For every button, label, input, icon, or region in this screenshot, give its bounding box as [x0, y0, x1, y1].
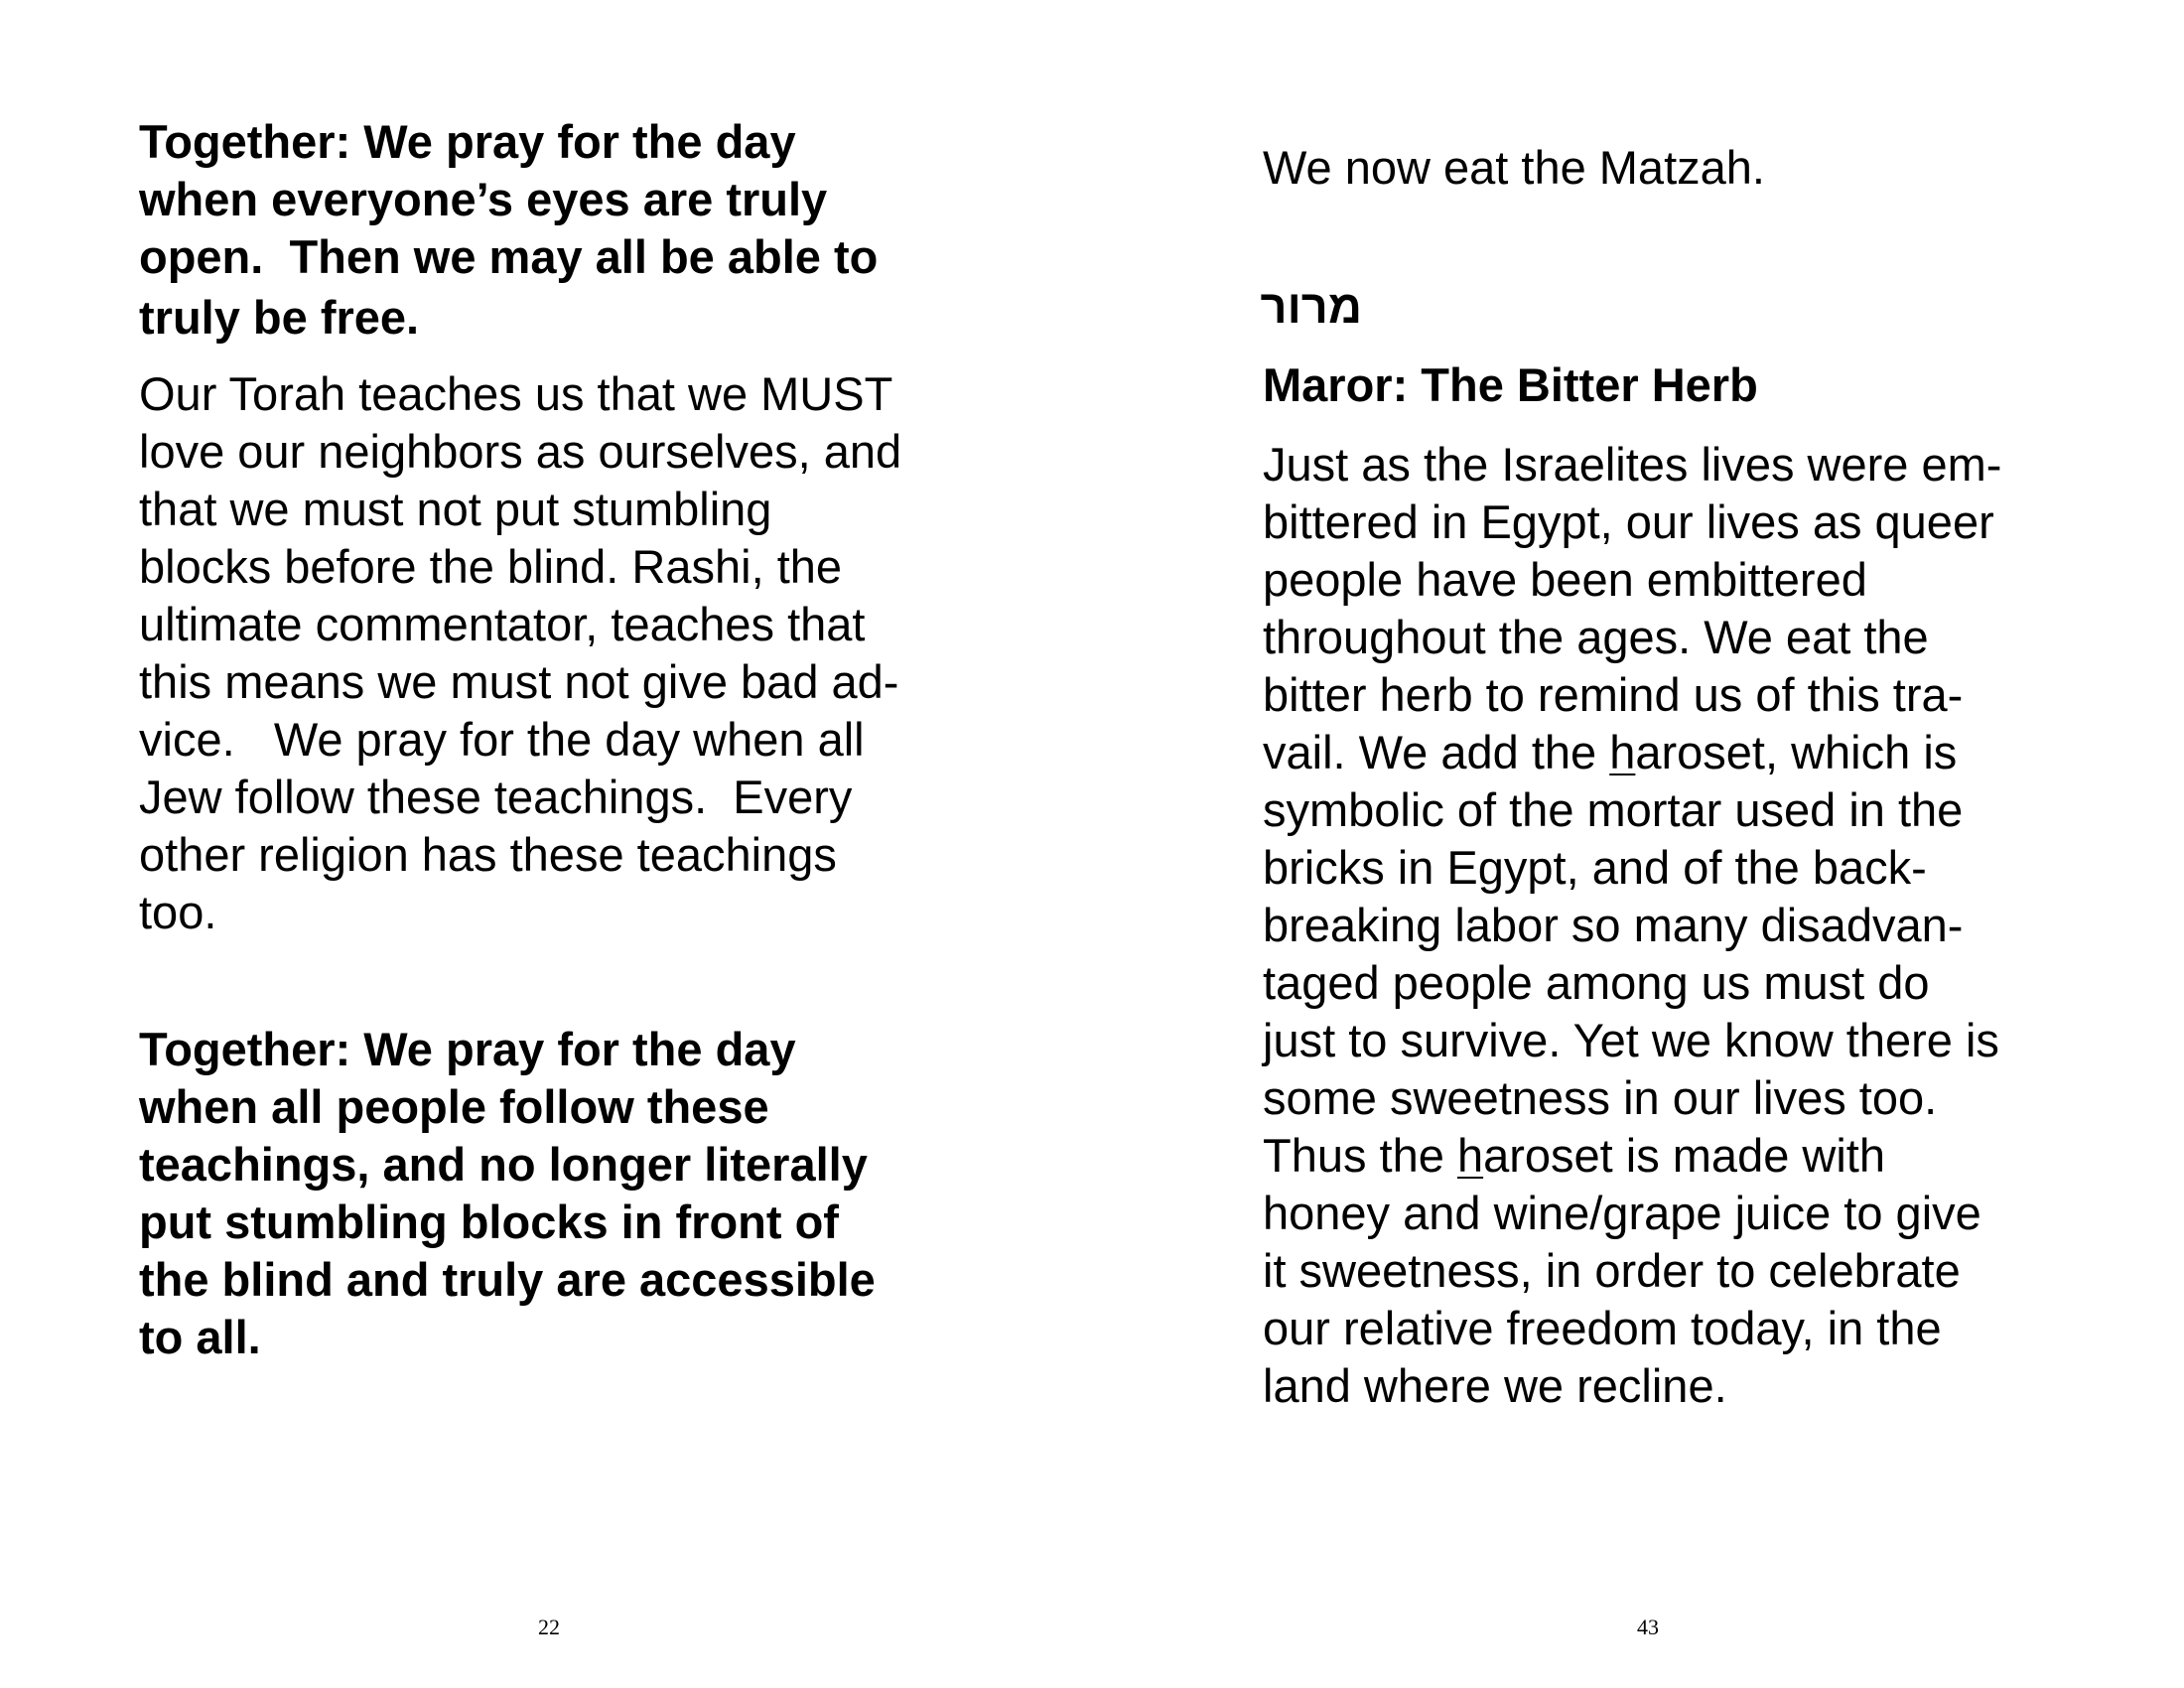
- together-line: when all people follow these: [139, 1080, 769, 1133]
- underlined-letter: h: [1456, 1129, 1484, 1182]
- hebrew-heading: מרור: [1260, 280, 1362, 333]
- body-line: bricks in Egypt, and of the back-: [1263, 841, 1927, 894]
- body-line: Our Torah teaches us that we MUST: [139, 367, 893, 420]
- body-text: vail. We add the: [1263, 726, 1610, 778]
- together-line: teachings, and no longer literally: [139, 1138, 868, 1191]
- together-line: truly be free.: [139, 291, 420, 344]
- body-line: ultimate commentator, teaches that: [139, 598, 866, 650]
- body-line: [1263, 724, 1957, 781]
- body-line: taged people among us must do: [1263, 956, 1930, 1009]
- body-line: breaking labor so many disadvan-: [1263, 899, 1964, 951]
- together-line: when everyone’s eyes are truly: [139, 173, 828, 225]
- body-line: people have been embittered: [1263, 553, 1867, 606]
- body-line: land where we recline.: [1263, 1359, 1727, 1412]
- page-number: 22: [538, 1615, 560, 1639]
- body-text: aroset is made with: [1483, 1129, 1885, 1182]
- intro-line: We now eat the Matzah.: [1263, 141, 1765, 194]
- together-line: Together: We pray for the day: [139, 1023, 796, 1075]
- body-line: bittered in Egypt, our lives as queer: [1263, 495, 1994, 548]
- body-line: our relative freedom today, in the: [1263, 1302, 1942, 1354]
- body-line: just to survive. Yet we know there is: [1263, 1014, 1999, 1066]
- body-line: blocks before the blind. Rashi, the: [139, 540, 843, 593]
- body-line: bitter herb to remind us of this tra-: [1263, 668, 1964, 721]
- together-line: Together: We pray for the day: [139, 115, 796, 168]
- together-line: open. Then we may all be able to: [139, 230, 879, 283]
- section-heading: Maror: The Bitter Herb: [1263, 358, 1758, 411]
- body-text: aroset, which is: [1635, 726, 1958, 778]
- body-line: throughout the ages. We eat the: [1263, 611, 1929, 663]
- page-number: 43: [1637, 1615, 1659, 1639]
- together-line: the blind and truly are accessible: [139, 1253, 876, 1306]
- body-line: [1263, 1127, 1885, 1185]
- body-line: honey and wine/grape juice to give: [1263, 1187, 1981, 1239]
- body-line: this means we must not give bad ad-: [139, 655, 899, 708]
- body-line: Jew follow these teachings. Every: [139, 771, 853, 823]
- body-line: too.: [139, 886, 217, 938]
- together-line: put stumbling blocks in front of: [139, 1196, 839, 1248]
- body-line: symbolic of the mortar used in the: [1263, 783, 1964, 836]
- body-line: love our neighbors as ourselves, and: [139, 425, 902, 478]
- together-line: to all.: [139, 1311, 261, 1363]
- body-text: Thus the: [1263, 1129, 1457, 1182]
- underlined-letter: h: [1609, 726, 1636, 778]
- body-line: some sweetness in our lives too.: [1263, 1071, 1938, 1124]
- body-line: vice. We pray for the day when all: [139, 713, 865, 766]
- body-line: other religion has these teachings: [139, 828, 837, 881]
- body-line: it sweetness, in order to celebrate: [1263, 1244, 1961, 1297]
- body-line: that we must not put stumbling: [139, 483, 772, 535]
- body-line: Just as the Israelites lives were em-: [1263, 438, 2002, 491]
- right-page: [1092, 0, 2184, 1688]
